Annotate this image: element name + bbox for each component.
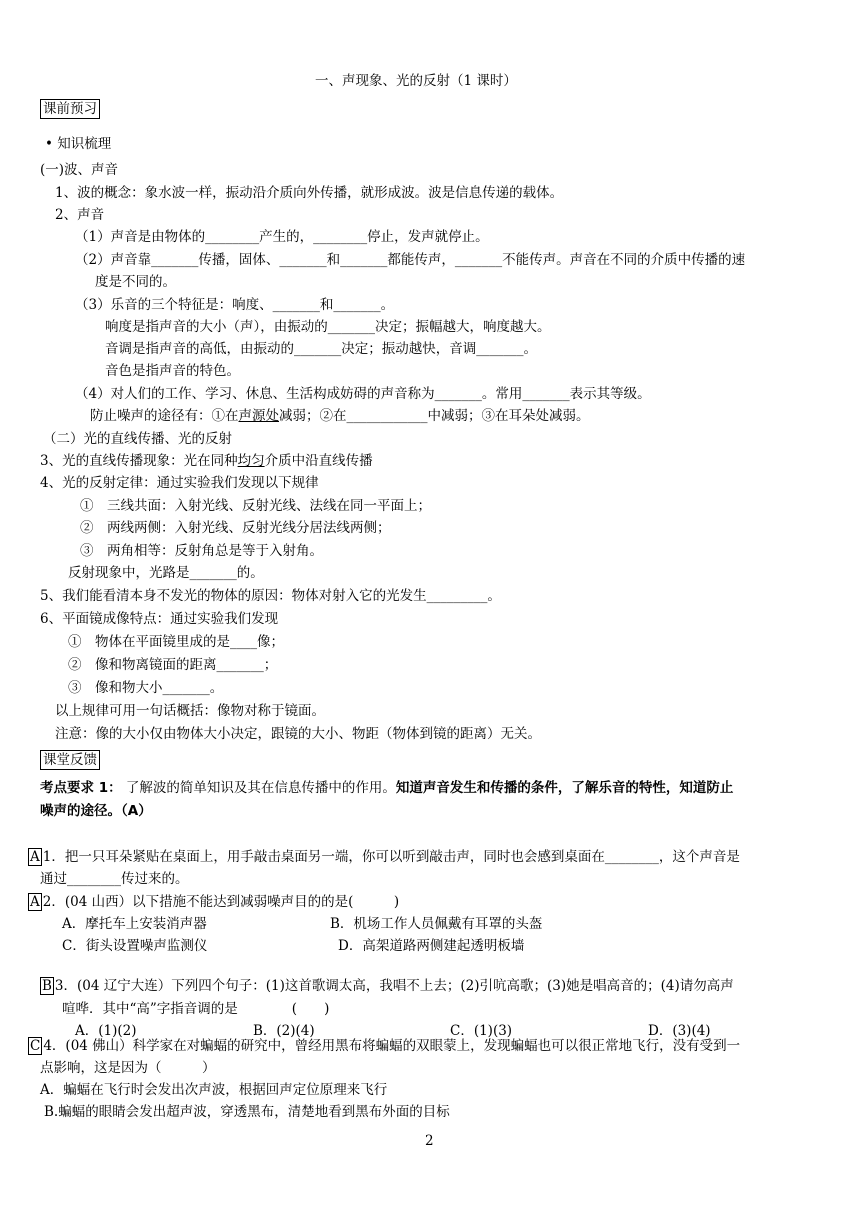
wave-definition: 1、波的概念：象水波一样，振动沿介质向外传播，就形成波。波是信息传递的载体。	[55, 185, 564, 201]
question-4-line-1	[28, 1037, 740, 1055]
requirement-line-2: 噪声的途径。（A）	[40, 803, 152, 819]
question-2-option-b: B．机场工作人员佩戴有耳罩的头盔	[330, 916, 543, 932]
question-3-line-1	[40, 977, 734, 995]
light-item-6: 6、平面镜成像特点：通过实验我们发现	[40, 611, 279, 627]
question-3-option-a: A．(1)(2)	[75, 1023, 137, 1039]
mirror-rule-2: ② 像和物离镜面的距离_______；	[68, 657, 278, 673]
noise-underlined: 声源处	[238, 408, 279, 424]
requirement-line-1	[40, 779, 733, 797]
light-title: （二）光的直线传播、光的反射	[43, 431, 232, 447]
page-title: 一、声现象、光的反射（1 课时）	[315, 73, 517, 89]
sound-item-2-cont: 度是不同的。	[95, 274, 176, 290]
light-item-5: 5、我们能看清本身不发光的物体的原因：物体对射入它的光发生_________。	[40, 588, 501, 604]
requirement-text-1: 了解波的简单知识及其在信息传播中的作用。	[121, 780, 396, 796]
sound-title: 2、声音	[55, 207, 105, 223]
reflection-rule-2: ② 两线两侧：入射光线、反射光线分居法线两侧；	[80, 520, 391, 536]
wave-title: (一)波、声音	[40, 162, 119, 178]
l3-post: 介质中沿直线传播	[264, 453, 373, 469]
sound-item-1: （1）声音是由物体的________产生的，________停止，发声就停止。	[75, 229, 489, 245]
question-4-text: 4．(04 佛山）科学家在对蝙蝠的研究中，曾经用黑布将蝙蝠的双眼蒙上，发现蝙蝠也可以很正常地飞行，没有受到一	[43, 1038, 741, 1054]
mirror-rule-1: ① 物体在平面镜里成的是____像；	[68, 634, 284, 650]
section-preview-heading: 课前预习	[40, 99, 100, 119]
page-number: 2	[425, 1133, 434, 1149]
l3-underlined: 均匀	[237, 453, 265, 469]
reflection-rule-3: ③ 两角相等：反射角总是等于入射角。	[80, 543, 323, 559]
question-3-text: 3．(04 辽宁大连）下列四个句子：(1)这首歌调太高，我唱不上去；(2)引吭高歌；(3)她是唱高音的；(4)请勿高声	[54, 978, 734, 994]
question-2-text: 2．(04 山西）以下措施不能达到减弱噪声目的的是( )	[42, 894, 400, 910]
reflection-rule-1: ① 三线共面：入射光线、反射光线、法线在同一平面上；	[80, 498, 431, 514]
noise-prevention-line	[90, 407, 590, 425]
question-1-text: 1．把一只耳朵紧贴在桌面上，用手敲击桌面另一端，你可以听到敲击声，同时也会感到桌面在________，这个声音是	[42, 849, 740, 865]
pitch-line: 音调是指声音的高低，由振动的_______决定；振动越快，音调_______。	[105, 341, 537, 357]
loudness-line: 响度是指声音的大小（声），由振动的_______决定；振幅越大，响度越大。	[105, 319, 551, 335]
noise-pre: 防止噪声的途径有：①在	[90, 408, 239, 424]
question-3-option-d: D．(3)(4)	[648, 1023, 711, 1039]
knowledge-heading: • 知识梳理	[45, 136, 112, 152]
question-2	[28, 893, 399, 911]
timbre-line: 音色是指声音的特色。	[105, 363, 240, 379]
sound-item-4: （4）对人们的工作、学习、休息、生活构成妨碍的声音称为_______。常用_______表示其等级。	[75, 386, 651, 402]
requirement-label: 考点要求 1：	[40, 780, 122, 796]
section-feedback-heading: 课堂反馈	[40, 750, 100, 770]
mirror-rule-3: ③ 像和物大小_______。	[68, 680, 224, 696]
question-3-option-b: B．(2)(4)	[253, 1023, 315, 1039]
mirror-note: 注意：像的大小仅由物体大小决定，跟镜的大小、物距（物体到镜的距离）无关。	[55, 726, 541, 742]
question-2-option-a: A．摩托车上安装消声器	[62, 916, 207, 932]
noise-post: 减弱；②在____________中减弱；③在耳朵处减弱。	[279, 408, 590, 424]
requirement-text-1b: 知道声音发生和传播的条件，了解乐音的特性，知道防止	[395, 780, 734, 796]
question-1-level: A	[30, 849, 40, 865]
l3-pre: 3、光的直线传播现象：光在同种	[40, 453, 238, 469]
question-4-option-b: B.蝙蝠的眼睛会发出超声波，穿透黑布，清楚地看到黑布外面的目标	[44, 1104, 450, 1120]
question-2-level: A	[30, 894, 40, 910]
question-3-line-2: 喧哗．其中“高”字指音调的是 ( )	[62, 1001, 330, 1017]
light-item-4: 4、光的反射定律：通过实验我们发现以下规律	[40, 475, 319, 491]
question-1-line-1	[28, 848, 740, 866]
sound-item-3: （3）乐音的三个特征是：响度、_______和_______。	[75, 297, 395, 313]
question-4-line-2: 点影响，这是因为（ ）	[40, 1060, 216, 1076]
question-2-option-d: D．高架道路两侧建起透明板墙	[338, 938, 525, 954]
question-2-option-c: C．街头设置噪声监测仪	[62, 938, 208, 954]
question-3-level: B	[42, 978, 52, 994]
sound-item-2: （2）声音靠_______传播，固体、_______和_______都能传声，_______不能传声。声音在不同的介质中传播的速	[75, 252, 746, 268]
reflection-path-line: 反射现象中，光路是_______的。	[68, 565, 264, 581]
mirror-summary: 以上规律可用一句话概括：像物对称于镜面。	[55, 703, 325, 719]
question-4-option-a: A．蝙蝠在飞行时会发出次声波，根据回声定位原理来飞行	[40, 1082, 388, 1098]
question-3-option-c: C．(1)(3)	[450, 1023, 513, 1039]
question-4-level: C	[30, 1038, 41, 1054]
light-item-3	[40, 452, 373, 470]
question-1-line-2: 通过________传过来的。	[40, 871, 189, 887]
